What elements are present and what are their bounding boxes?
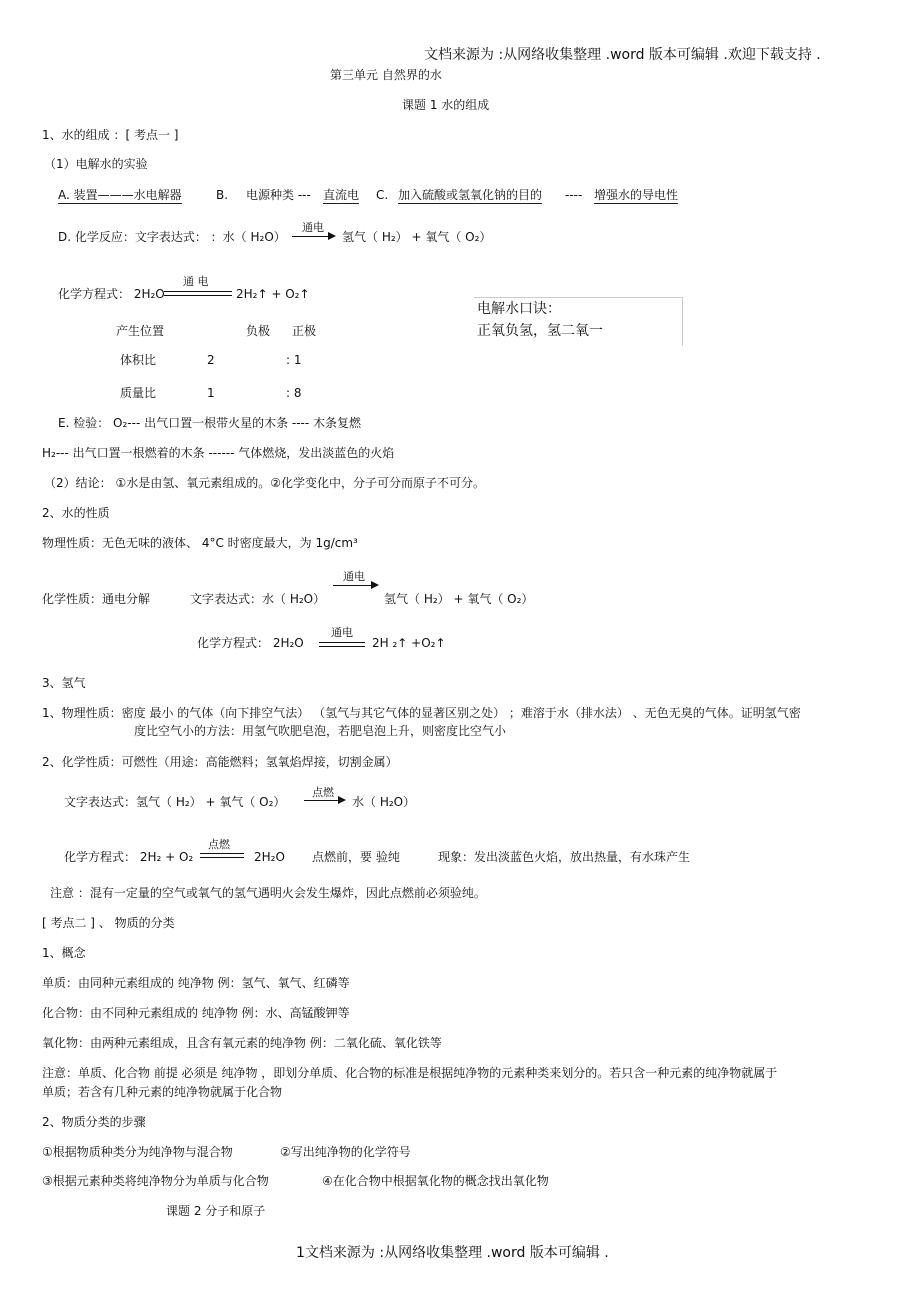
reaction-arrow — [304, 800, 344, 801]
item-c-value: 增强水的导电性 — [594, 188, 679, 202]
table-cell: 2 — [207, 353, 215, 367]
section-heading: 1、水的组成 ：[ 考点一 ] — [42, 128, 179, 142]
hydrogen-chemical: 2、化学性质：可燃性（用途：高能燃料；氢氧焰焊接，切割金属） — [42, 755, 398, 769]
hydrogen-physical-cont: 度比空气小的方法：用氢气吹肥皂泡，若肥皂泡上升，则密度比空气小 — [134, 724, 507, 738]
definition-compound: 化合物：由不同种元素组成的 纯净物 例：水、高锰酸钾等 — [42, 1006, 350, 1020]
reaction-condition: 点燃 — [312, 786, 334, 799]
physical-property: 物理性质：无色无味的液体、 4°C 时密度最大，为 1g/cm³ — [42, 536, 358, 550]
item-b-value: 直流电 — [323, 188, 360, 202]
subsection-heading: 1、概念 — [42, 946, 86, 960]
reaction-arrow — [292, 236, 334, 237]
section-heading: [ 考点二 ] 、 物质的分类 — [42, 916, 175, 930]
table-cell: 1 — [207, 386, 215, 400]
equation-label: 化学方程式： 2H₂ + O₂ — [64, 850, 194, 864]
item-c-label: 加入硫酸或氢氧化钠的目的 — [398, 188, 543, 202]
unit-title: 第三单元 自然界的水 — [330, 68, 442, 82]
item-d: D. 化学反应：文字表达式： ：水（ H₂O） — [58, 230, 286, 244]
classification-note: 注意：单质、化合物 前提 必须是 纯净物 ，即划分单质、化合物的标准是根据纯净物的元素种类来划分的。若只含一种元素的纯净物就属于 — [42, 1066, 778, 1080]
table-header-negative: 负极 — [246, 324, 271, 338]
equation-label: 化学方程式： 2H₂O — [197, 636, 304, 650]
subsection-heading: 2、物质分类的步骤 — [42, 1115, 146, 1129]
classification-note-cont: 单质；若含有几种元素的纯净物就属于化合物 — [42, 1085, 283, 1099]
definition-oxide: 氧化物：由两种元素组成，且含有氧元素的纯净物 例：二氧化硫、氧化铁等 — [42, 1036, 442, 1050]
step-item: ①根据物质种类分为纯净物与混合物 — [42, 1145, 233, 1159]
item-a: A. 装置———水电解器 — [58, 188, 182, 202]
table-row-mass: 质量比 — [120, 386, 157, 400]
section-heading: 2、水的性质 — [42, 506, 110, 520]
equation-condition: 通 电 — [183, 275, 209, 288]
lesson-title: 课题 2 分子和原子 — [166, 1204, 266, 1218]
equation-note: 点燃前，要 验纯 — [312, 850, 400, 864]
table-row-volume: 体积比 — [120, 353, 157, 367]
equation-products: 2H₂↑ + O₂↑ — [236, 287, 310, 301]
conclusion: （2）结论： ①水是由氢、氧元素组成的。②化学变化中，分子可分而原子不可分。 — [44, 476, 485, 490]
item-c-dash: ---- — [565, 188, 583, 202]
table-header-position: 产生位置 — [116, 324, 165, 338]
reaction-products: 氢气（ H₂） + 氧气（ O₂） — [384, 592, 534, 606]
chemical-property: 化学性质：通电分解 — [42, 592, 151, 606]
item-b: B. — [216, 188, 229, 202]
word-equation: 文字表达式：氢气（ H₂） + 氧气（ O₂） — [64, 795, 286, 809]
step-item: ②写出纯净物的化学符号 — [280, 1145, 411, 1159]
table-header-positive: 正极 — [292, 324, 317, 338]
page-footer: 1文档来源为 :从网络收集整理 .word 版本可编辑 . — [296, 1245, 609, 1261]
hydrogen-test: H₂--- 出气口置一根燃着的木条 ------ 气体燃烧，发出淡蓝色的火焰 — [42, 446, 395, 460]
definition-simple: 单质：由同种元素组成的 纯净物 例：氢气、氧气、红磷等 — [42, 976, 350, 990]
word-equation: 文字表达式：水（ H₂O） — [190, 592, 326, 606]
equation-condition: 点燃 — [208, 838, 230, 851]
item-b-label: 电源种类 --- — [246, 188, 311, 202]
equals-sign — [200, 853, 244, 858]
equation-label: 化学方程式： 2H₂O — [58, 287, 165, 301]
equation-observation: 现象：发出淡蓝色火焰，放出热量，有水珠产生 — [438, 850, 691, 864]
item-c: C. — [376, 188, 389, 202]
step-item: ③根据元素种类将纯净物分为单质与化合物 — [42, 1174, 269, 1188]
reaction-products: 氢气（ H₂） + 氧气（ O₂） — [342, 230, 492, 244]
equals-sign — [164, 291, 232, 296]
equals-sign — [319, 642, 365, 647]
reaction-products: 水（ H₂O） — [352, 795, 416, 809]
reaction-condition: 通电 — [343, 570, 365, 583]
warning-note: 注意 ：混有一定量的空气或氧气的氢气遇明火会发生爆炸，因此点燃前必须验纯。 — [50, 886, 486, 900]
equation-condition: 通电 — [331, 626, 353, 639]
reaction-condition: 通电 — [302, 221, 324, 234]
table-cell: : 8 — [286, 386, 302, 400]
hydrogen-physical: 1、物理性质：密度 最小 的气体（向下排空气法） （氢气与其它气体的显著区别之处） ；难溶于水（排水法） 、无色无臭的气体。证明氢气密 — [42, 706, 801, 720]
page-header: 文档来源为 :从网络收集整理 .word 版本可编辑 .欢迎下载支持 . — [424, 47, 821, 63]
table-cell: : 1 — [286, 353, 302, 367]
item-e: E. 检验： O₂--- 出气口置一根带火星的木条 ---- 木条复燃 — [58, 416, 362, 430]
equation-products: 2H ₂↑ +O₂↑ — [372, 636, 446, 650]
step-item: ④在化合物中根据氧化物的概念找出氧化物 — [322, 1174, 549, 1188]
subsection-heading: （1）电解水的实验 — [44, 157, 148, 171]
lesson-title: 课题 1 水的组成 — [402, 98, 490, 112]
mnemonic-title: 电解水口诀： — [477, 301, 561, 317]
mnemonic-body: 正氧负氢，氢二氧一 — [477, 323, 603, 339]
reaction-arrow — [333, 585, 377, 586]
section-heading: 3、氢气 — [42, 676, 86, 690]
equation-products: 2H₂O — [254, 850, 285, 864]
